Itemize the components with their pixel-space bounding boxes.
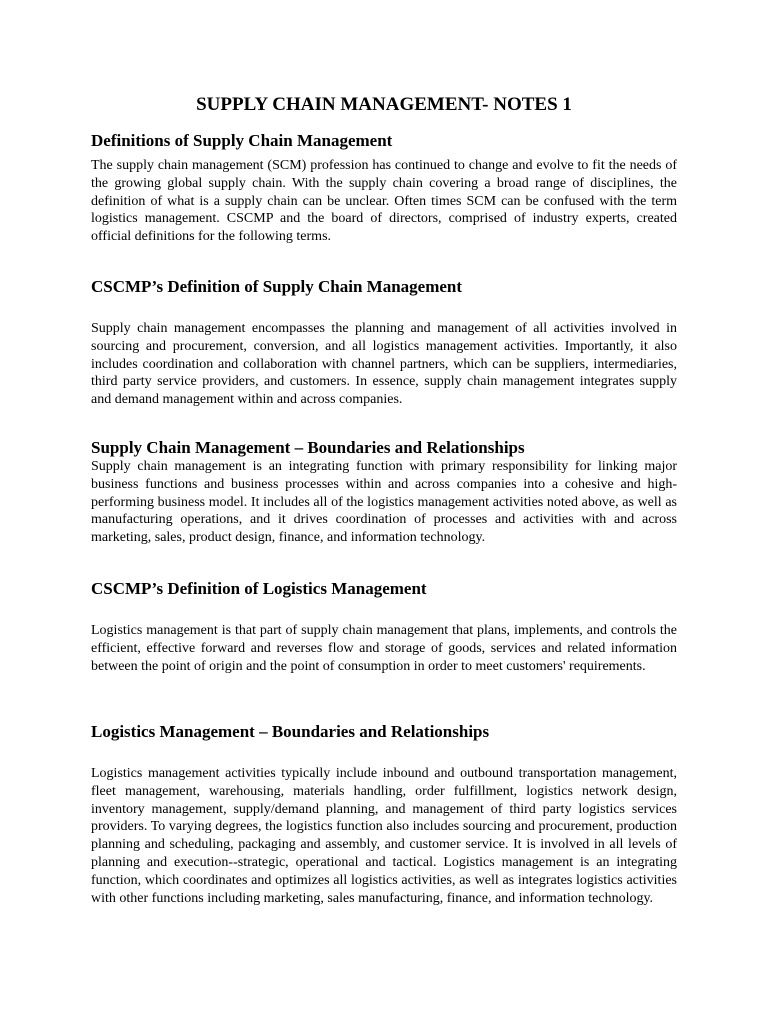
section-body-cscmp-scm-definition: Supply chain management encompasses the planning and management of all activities involved in sourcing and procurement, conversion, and all logistics management activities. Importantly, it also includes coordination and collaboration with channel partners, which can be suppliers, intermediaries, third party service providers, and customers. In essence, supply chain management integrates supply and demand management within and across companies. <box>91 321 677 408</box>
section-body-scm-definitions: The supply chain management (SCM) profession has continued to change and evolve to fit the needs of the growing global supply chain. With the supply chain covering a broad range of disciplines, the definition of what is a supply chain can be unclear. Often times SCM can be confused with the term logistics management. CSCMP and the board of directors, comprised of industry experts, created official definitions for the following terms. <box>91 158 677 245</box>
section-heading-scm-boundaries: Supply Chain Management – Boundaries and Relationships <box>91 438 525 457</box>
section-body-scm-boundaries: Supply chain management is an integrating function with primary responsibility for linking major business functions and business processes within and across companies into a cohesive and high-performing business model. It includes all of the logistics management activities noted above, as well as manufacturing operations, and it drives coordination of processes and activities with and across marketing, sales, product design, finance, and information technology. <box>91 459 677 546</box>
section-body-cscmp-logistics-definition: Logistics management is that part of supply chain management that plans, implements, and controls the efficient, effective forward and reverses flow and storage of goods, services and related information between the point of origin and the point of consumption in order to meet customers' requirements. <box>91 623 677 674</box>
section-heading-cscmp-scm-definition: CSCMP’s Definition of Supply Chain Management <box>91 277 463 296</box>
section-heading-logistics-boundaries: Logistics Management – Boundaries and Relationships <box>91 722 490 741</box>
section-heading-scm-definitions: Definitions of Supply Chain Management <box>91 131 393 150</box>
document-title: SUPPLY CHAIN MANAGEMENT- NOTES 1 <box>196 94 572 115</box>
section-body-logistics-boundaries: Logistics management activities typically include inbound and outbound transportation management, fleet management, warehousing, materials handling, order fulfillment, logistics network design, inventory management, supply/demand planning, and management of third party logistics services providers. To varying degrees, the logistics function also includes sourcing and procurement, production planning and scheduling, packaging and assembly, and customer service. It is involved in all levels of planning and execution--strategic, operational and tactical. Logistics management is an integrating function, which coordinates and optimizes all logistics activities, as well as integrates logistics activities with other functions including marketing, sales manufacturing, finance, and information technology. <box>91 766 677 906</box>
section-heading-cscmp-logistics-definition: CSCMP’s Definition of Logistics Management <box>91 579 427 598</box>
